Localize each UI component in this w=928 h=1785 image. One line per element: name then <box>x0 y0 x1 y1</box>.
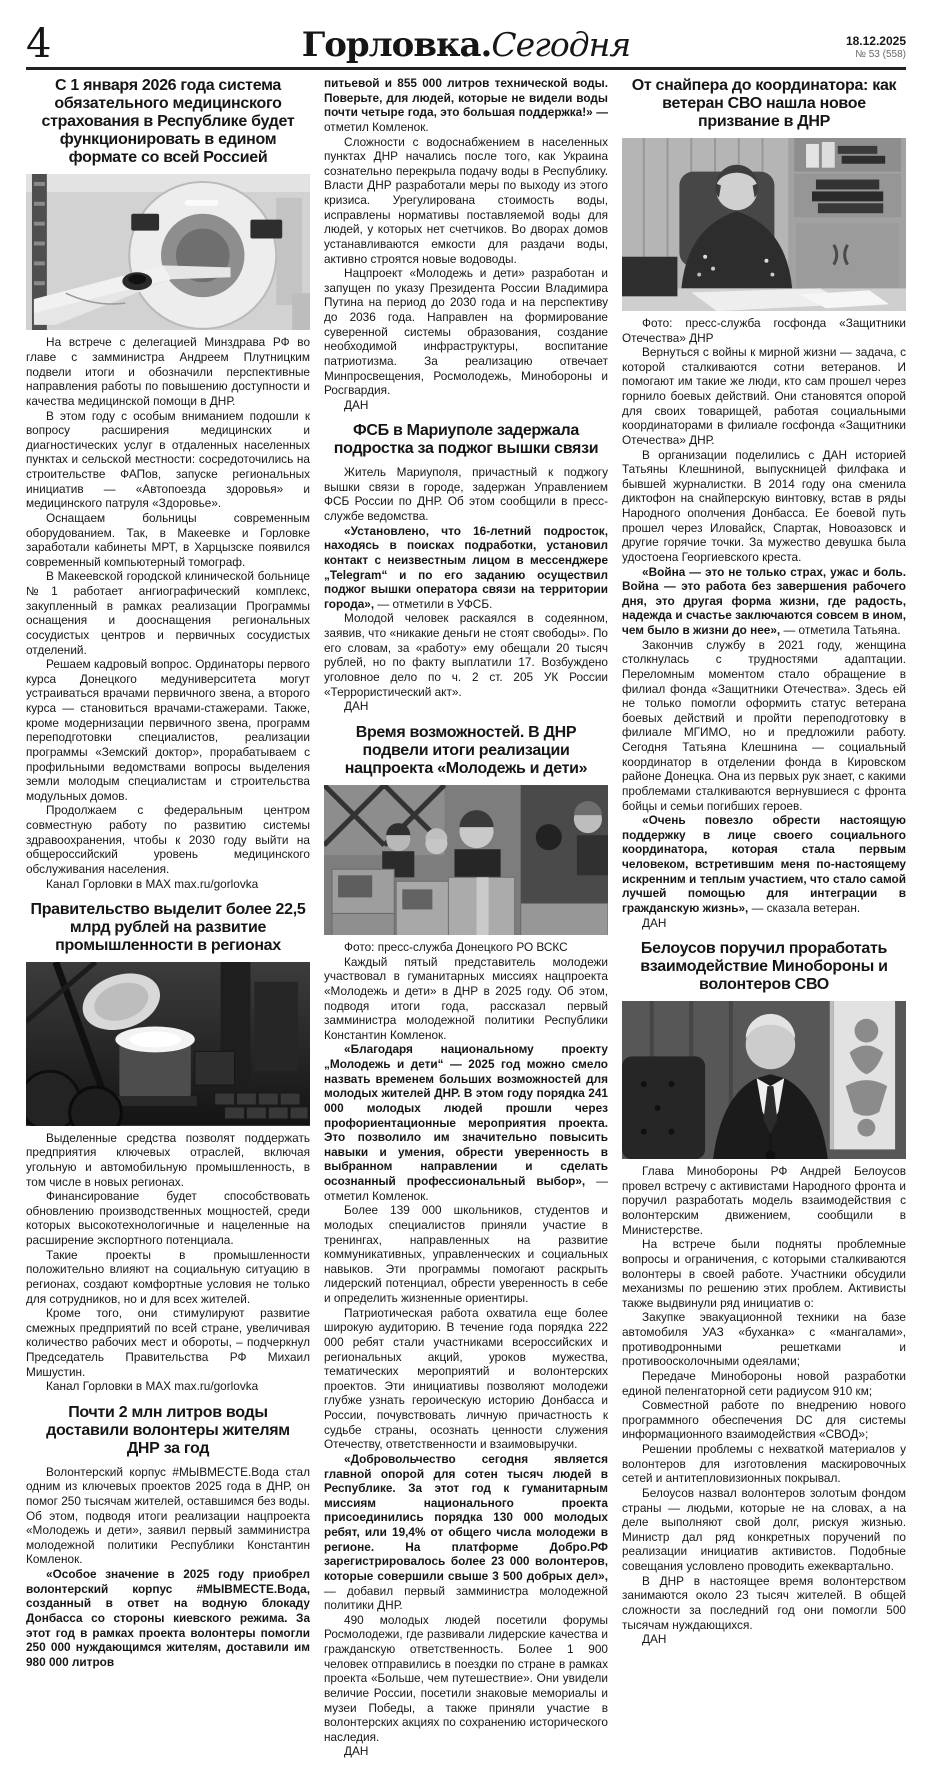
article-paragraph: В ДНР в настоящее время волонтерством занимаются около 23 тысяч жителей. В общей сложности за последний год они помогли 500 тысячам нуждающихся. <box>622 1573 906 1632</box>
article <box>324 76 608 412</box>
article <box>26 1404 310 1669</box>
article-paragraph: ДАН <box>642 915 667 930</box>
article-paragraph: Передаче Минобороны новой разработки единой пеленгаторной сети радиусом 910 км; <box>622 1368 906 1398</box>
article <box>324 724 608 1759</box>
article-paragraph: «Особое значение в 2025 году приобрел волонтерский корпус #МЫВМЕСТЕ.Вода, созданный в ответ на водную блокаду Донбасса со стороны киевского режима. За этот год в рамках проекта волонтеры помогли 250 000 нуждающимся жителям, доставили им 980 000 литров <box>26 1567 310 1669</box>
article-paragraph: ДАН <box>344 699 369 714</box>
article-paragraph: Житель Мариуполя, причастный к поджогу вышки связи в городе, задержан Управлением ФСБ России по ДНР. Об этом сообщили в пресс-службе ведомства. <box>324 465 608 524</box>
page-header <box>26 12 906 67</box>
article-paragraph: Выделенные средства позволят поддержать предприятия ключевых отраслей, включая угольную и автомобильную промышленность, в том числе в новых регионах. <box>26 1130 310 1189</box>
masthead <box>301 25 631 65</box>
article-paragraph: Вернуться с войны к мирной жизни — задача, с которой сталкиваются сотни ветеранов. И помогают им такие же люди, кто сам прошел через горнило боевых действий. Они становятся опорой для своих товарищей, работая социальными координаторами в филиале госфонда «Защитники Отечества» ДНР. <box>622 345 906 447</box>
photo-caption: Фото: пресс-служба Донецкого РО ВСКС <box>344 940 568 955</box>
veteran-photo <box>622 138 906 311</box>
masthead-title-bold: Горловка. <box>301 25 492 65</box>
columns-container <box>26 76 906 1759</box>
issue-info <box>846 34 906 62</box>
article-paragraph: Такие проекты в промышленности положительно влияют на социальную ситуацию в регионах, создают комфортные условия не только для сотрудников, но и для всех жителей. <box>26 1247 310 1306</box>
article-paragraph: Совместной работе по внедрению нового программного обеспечения DC для системы информационного взаимодействия «СВОД»; <box>622 1398 906 1442</box>
article-paragraph: Канал Горловки в MAX max.ru/gorlovka <box>46 876 259 891</box>
article <box>26 901 310 1394</box>
column-right <box>622 76 906 1759</box>
article-paragraph: ДАН <box>642 1632 667 1647</box>
article-headline: ФСБ в Мариуполе задержала подростка за поджог вышки связи <box>333 422 599 458</box>
header-rule <box>26 67 906 70</box>
article-paragraph: ДАН <box>344 1744 369 1759</box>
article-paragraph: Решении проблемы с нехваткой материалов у волонтеров для изготовления маскировочных сетей и антитепловизионных покрывал. <box>622 1442 906 1486</box>
mri-scanner-photo <box>26 174 310 331</box>
article-paragraph: Продолжаем с федеральным центром совместную работу по развитию системы здравоохранения, чтобы к 2030 году выйти на общероссийский уровень медицинского обслуживания населения. <box>26 803 310 876</box>
masthead-title-script: Сегодня <box>491 25 631 64</box>
article <box>26 77 310 891</box>
article-paragraph: «Очень повезло обрести настоящую поддержку в лице своего социального координатора, которая стала первым человеком, встретившим меня по-настоящему искренним и теплым участием, что стало самой лучшей помощью для интеграции в гражданскую жизнь», — сказала ветеран. <box>622 813 906 915</box>
foundry-photo <box>26 962 310 1126</box>
column-middle <box>324 76 608 1759</box>
issue-number: № 53 (558) <box>855 49 906 60</box>
article-paragraph: Нацпроект «Молодежь и дети» разработан и запущен по указу Президента России Владимира Путина на период до 2030 года и на перспективу до 2036 года. Направлен на формирование суверенной системы образования, создание необходимой инфраструктуры, воспитание патриотизма. За реализацию отвечает Минпросвещения, Росмолодежь, Минобороны и Росгвардия. <box>324 266 608 398</box>
article-paragraph: На встрече с делегацией Минздрава РФ во главе с замминистра Андреем Плутницким подвели итоги и обозначили перспективные направления работы по повышению доступности и качества медицинской помощи в ДНР. <box>26 335 310 408</box>
article-paragraph: В Макеевской городской клинической больнице №1 работает ангиографический комплекс, закупленный в рамках реализации Программы оснащения и дооснащения региональных сосудистых центров и первичных сосудистых отделений. <box>26 569 310 657</box>
article-paragraph: 490 молодых людей посетили форумы Росмолодежи, где развивали лидерские качества и гражданскую ответственность. Более 1 900 человек отправились в поездки по стране в рамках проекта «Больше, чем путешествие». Они увидели величие России, посетили знаковые мемориалы и музеи Победы, а также приняли участие в волонтерских акциях по сохранению исторического наследия. <box>324 1612 608 1744</box>
article-headline: Время возможностей. В ДНР подвели итоги реализации нацпроекта «Молодежь и дети» <box>344 723 588 777</box>
volunteers-photo <box>324 785 608 936</box>
column-left <box>26 76 310 1759</box>
article-headline: С 1 января 2026 года система обязательного медицинского страхования в Республике будет функционировать в едином формате со всей Россией <box>41 77 295 166</box>
page-number: 4 <box>26 21 52 67</box>
article-paragraph: Закончив службу в 2021 году, женщина столкнулась с трудностями адаптации. Переломным моментом стало обращение в филиал фонда «Защитники Отечества». Здесь ей не только помогли оформить статус ветерана боевых действий и пройти переподготовку в филиале МГИМО, но и предложили работу. Сегодня Татьяна Клешнина — социальный координатор в отделении фонда в Кировском районе Донецка. Она из первых рук знает, с какими проблемами сталкиваются вернувшиеся с фронта бойцы и семьи погибших героев. <box>622 637 906 813</box>
article-paragraph: ДАН <box>344 397 369 412</box>
article-paragraph: Глава Минобороны РФ Андрей Белоусов провел встречу с активистами Народного фронта и поручил разработать модель взаимодействия с волонтерским движением, сообщили в Министерстве. <box>622 1164 906 1237</box>
article-paragraph: Решаем кадровый вопрос. Ординаторы первого курса Донецкого медуниверситета могут устраиваться врачами первичного звена, а второго курса — становиться врачами-стажерами. Также, кроме модернизации первичного звена, программ переподготовки специалистов, реализации программы «Земский доктор», прорабатываем с профильными ведомствами вопросы выделения земли молодым специалистам и строительства модульных домов. <box>26 657 310 803</box>
article-paragraph: Закупке эвакуационной техники на базе автомобиля УАЗ «буханка» с «мангалами», противодронными решетками и противоосколочными одеялами; <box>622 1310 906 1369</box>
article-paragraph: питьевой и 855 000 литров технической воды. Поверьте, для людей, которые не видели воды почти четыре года, это большая поддержка!» — отметил Комленок. <box>324 76 608 134</box>
article-paragraph: Патриотическая работа охватила еще более широкую аудиторию. В течение года порядка 222 000 ребят стали участниками всероссийских и региональных акций, уроков мужества, тематических мероприятий и волонтерских проектов. Эти инициативы позволяют молодежи глубже узнать героическую историю Донбасса и России, почувствовать личную причастность к судьбе страны, осознать ценности служения Отечеству, ответственности и взаимовыручки. <box>324 1305 608 1452</box>
article-paragraph: На встрече были подняты проблемные вопросы и ограничения, с которыми сталкиваются волонтеры в своей работе. Участники обсудили механизмы по решению этих проблем. Активисты также выдвинули ряд инициатив о: <box>622 1237 906 1310</box>
article-headline: Почти 2 млн литров воды доставили волонтеры жителям ДНР за год <box>46 1403 290 1457</box>
article-headline: От снайпера до координатора: как ветеран СВО нашла новое призвание в ДНР <box>631 77 897 130</box>
article-paragraph: Каждый пятый представитель молодежи участвовал в гуманитарных миссиях нацпроекта «Молодежь и дети» в ДНР в 2025 году. Об этом, подводя итоги года, рассказал первый замминистра молодежной политики Республики Константин Комленок. <box>324 954 608 1042</box>
article-paragraph: «Благодаря национальному проекту „Молодежь и дети“ — 2025 год можно смело назвать временем больших возможностей для молодых жителей ДНР. В этом году порядка 241 000 молодых людей прошли через профориентационные мероприятия проекта. Это позволило им значительно повысить навыки и умения, обрести уверенность в выбранном направлении и сделать осознанный профессиональный выбор», — отметил Комленок. <box>324 1042 608 1203</box>
article-paragraph: «Установлено, что 16-летний подросток, находясь в поисках подработки, установил контакт с неизвестным лицом в мессенджере „Telegram“ и по его заданию осуществил поджог вышки оператора связи на территории города», — отметили в УФСБ. <box>324 523 608 611</box>
article <box>324 422 608 713</box>
article-paragraph: Канал Горловки в MAX max.ru/gorlovka <box>46 1379 259 1394</box>
article-paragraph: Сложности с водоснабжением в населенных пунктах ДНР начались после того, как Украина сознательно перекрыла подачу воды в Республику. Власти ДНР разработали меры по выходу из этого кризиса. Урегулирована стоимость воды, исправлены нормативы поставляемой воды для людей, у которых нет счетчиков. Во дворах домов устанавливаются емкости для раздачи воды, активно строятся новые водоводы. <box>324 134 608 266</box>
article-paragraph: В организации поделились с ДАН историей Татьяны Клешниной, выпускницей филфака и бывшей журналистки. В 2014 году она сменила диктофон на снайперскую винтовку, встав в ряды Народного ополчения Донбасса. Ее боевой путь прошел через Иловайск, Спартак, Новоазовск и другие горячие точки. За мужество девушка была удостоена Георгиевского креста. <box>622 447 906 564</box>
article <box>622 940 906 1647</box>
article-paragraph: Более 139 000 школьников, студентов и молодых специалистов приняли участие в тренингах, направленных на развитие коммуникативных, управленческих и социальных навыков. Эти программы помогают раскрыть лидерский потенциал, обрести уверенность в себе и определить жизненные ориентиры. <box>324 1203 608 1306</box>
belousov-photo <box>622 1001 906 1159</box>
article-paragraph: Молодой человек раскаялся в содеянном, заявив, что «никакие деньги не стоят свободы». По его словам, за «работу» ему обещали 20 тысяч рублей, но по факту выплатили 17. Возбуждено уголовное дело по ч. 2 ст. 205 УК России «Террористический акт». <box>324 611 608 699</box>
article <box>622 77 906 930</box>
article-paragraph: Волонтерский корпус #МЫВМЕСТЕ.Вода стал одним из ключевых проектов 2025 года в ДНР, он помог 250 тысячам жителей, оставшимся без воды. Об этом, подводя итоги реализации нацпроекта «Молодежь и дети», заявил первый замминистра молодежной политики Республики Константин Комленок. <box>26 1464 310 1567</box>
article-paragraph: Оснащаем больницы современным оборудованием. Так, в Макеевке и Горловке заработали кабинеты МРТ, в Харцызске появился современный компьютерный томограф. <box>26 510 310 569</box>
photo-caption: Фото: пресс-служба госфонда «Защитники Отечества» ДНР <box>622 315 906 345</box>
article-headline: Правительство выделит более 22,5 млрд рублей на развитие промышленности в регионах <box>30 901 306 954</box>
article-paragraph: Кроме того, они стимулируют развитие смежных предприятий по всей стране, увеличивая количество рабочих мест и обороты, – подчеркнул Председатель Правительства РФ Михаил Мишустин. <box>26 1306 310 1379</box>
article-paragraph: Белоусов назвал волонтеров золотым фондом страны — людьми, которые не на словах, а на деле выполняют свой долг, рискуя жизнью. Министр дал ряд конкретных поручений по реализации инициатив активистов. Подобные совещания условлено проводить ежеквартально. <box>622 1485 906 1574</box>
article-paragraph: «Добровольчество сегодня является главной опорой для сотен тысяч людей в Республике. За этот год к гуманитарным миссиям национального проекта присоединились порядка 130 000 молодых ребят, или 19,4% от общего числа молодежи в регионе. На платформе Добро.РФ зарегистрировалось более 23 000 волонтеров, которые совершили свыше 3 500 добрых дел», — добавил первый замминистра молодежной политики ДНР. <box>324 1451 608 1613</box>
article-paragraph: В этом году с особым вниманием подошли к вопросу расширения медицинских и диагностических услуг в отдаленных населенных пунктах и сельской местности: сосредоточились на строительстве ФАПов, запуске региональных инициатив — «Автопоезда здоровья» и медицинского патруля «Здоровье». <box>26 408 310 511</box>
article-headline: Белоусов поручил проработать взаимодействие Минобороны и волонтеров СВО <box>640 940 888 993</box>
article-paragraph: Финансирование будет способствовать обновлению производственных мощностей, среди которых высокотехнологичные и нацеленные на расширение экспортного потенциала. <box>26 1189 310 1248</box>
issue-date: 18.12.2025 <box>845 34 906 48</box>
article-paragraph: «Война — это не только страх, ужас и боль. Война — это работа без завершения рабочего дня, это другая форма жизни, где радость, надежда и счастье заключаются совсем в ином, чем было в жизни до нее», — отметила Татьяна. <box>622 564 906 637</box>
